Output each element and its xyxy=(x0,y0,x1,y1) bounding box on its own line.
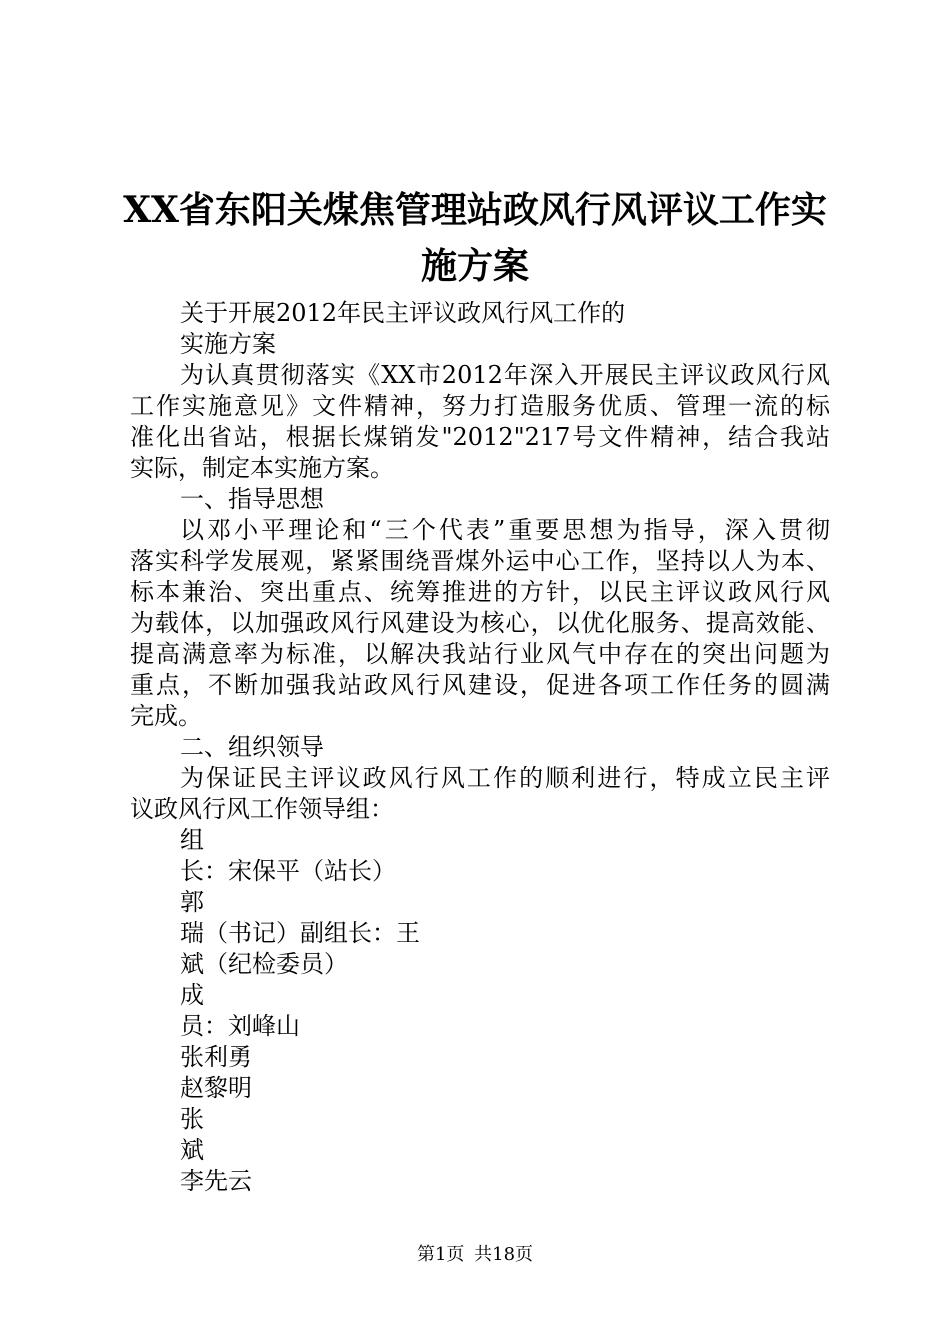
body-line: 提高满意率为标准，以解决我站行业风气中存在的突出问题为 xyxy=(130,640,830,668)
body-line: 为保证民主评议政风行风工作的顺利进行，特成立民主评 xyxy=(180,764,830,792)
body-line: 关于开展2012年民主评议政风行风工作的 xyxy=(180,299,626,327)
body-line: 组 xyxy=(180,826,204,854)
body-line: 长：宋保平（站长） xyxy=(180,857,396,885)
body-line: 为载体，以加强政风行风建设为核心，以优化服务、提高效能、 xyxy=(130,609,830,637)
body-line: 实施方案 xyxy=(180,330,276,358)
body-line: 议政风行风工作领导组： xyxy=(130,795,394,823)
body-line: 工作实施意见》文件精神，努力打造服务优质、管理一流的标 xyxy=(130,392,830,420)
body-line: 郭 xyxy=(180,888,204,916)
body-line: 成 xyxy=(180,981,204,1009)
body-line: 二、组织领导 xyxy=(180,733,324,761)
document-title-line-2: 施方案 xyxy=(420,245,529,287)
body-line: 瑞（书记）副组长：王 xyxy=(180,919,420,947)
body-line: 标本兼治、突出重点、统筹推进的方针，以民主评议政风行风 xyxy=(130,578,830,606)
body-line: 斌（纪检委员） xyxy=(180,950,348,978)
body-line: 一、指导思想 xyxy=(180,485,324,513)
body-line: 李先云 xyxy=(180,1167,252,1195)
body-line: 实际，制定本实施方案。 xyxy=(130,454,394,482)
body-line: 准化出省站，根据长煤销发"2012"217号文件精神，结合我站 xyxy=(130,423,830,451)
body-line: 以邓小平理论和“三个代表”重要思想为指导，深入贯彻 xyxy=(180,516,830,544)
page-footer xyxy=(0,1243,950,1267)
document-body xyxy=(130,298,830,1197)
body-line: 张 xyxy=(180,1105,204,1133)
body-line: 重点，不断加强我站政风行风建设，促进各项工作任务的圆满 xyxy=(130,671,830,699)
body-line: 完成。 xyxy=(130,702,202,730)
body-line: 张利勇 xyxy=(180,1043,252,1071)
document-title-line-1: XX省东阳关煤焦管理站政风行风评议工作实 xyxy=(123,189,827,231)
body-line: 员：刘峰山 xyxy=(180,1012,300,1040)
page-total: 共18页 xyxy=(474,1244,534,1265)
page-number: 第1页 xyxy=(416,1244,465,1265)
body-line: 为认真贯彻落实《XX市2012年深入开展民主评议政风行风 xyxy=(180,361,830,389)
body-line: 赵黎明 xyxy=(180,1074,252,1102)
body-line: 斌 xyxy=(180,1136,204,1164)
body-line: 落实科学发展观，紧紧围绕晋煤外运中心工作，坚持以人为本、 xyxy=(130,547,830,575)
